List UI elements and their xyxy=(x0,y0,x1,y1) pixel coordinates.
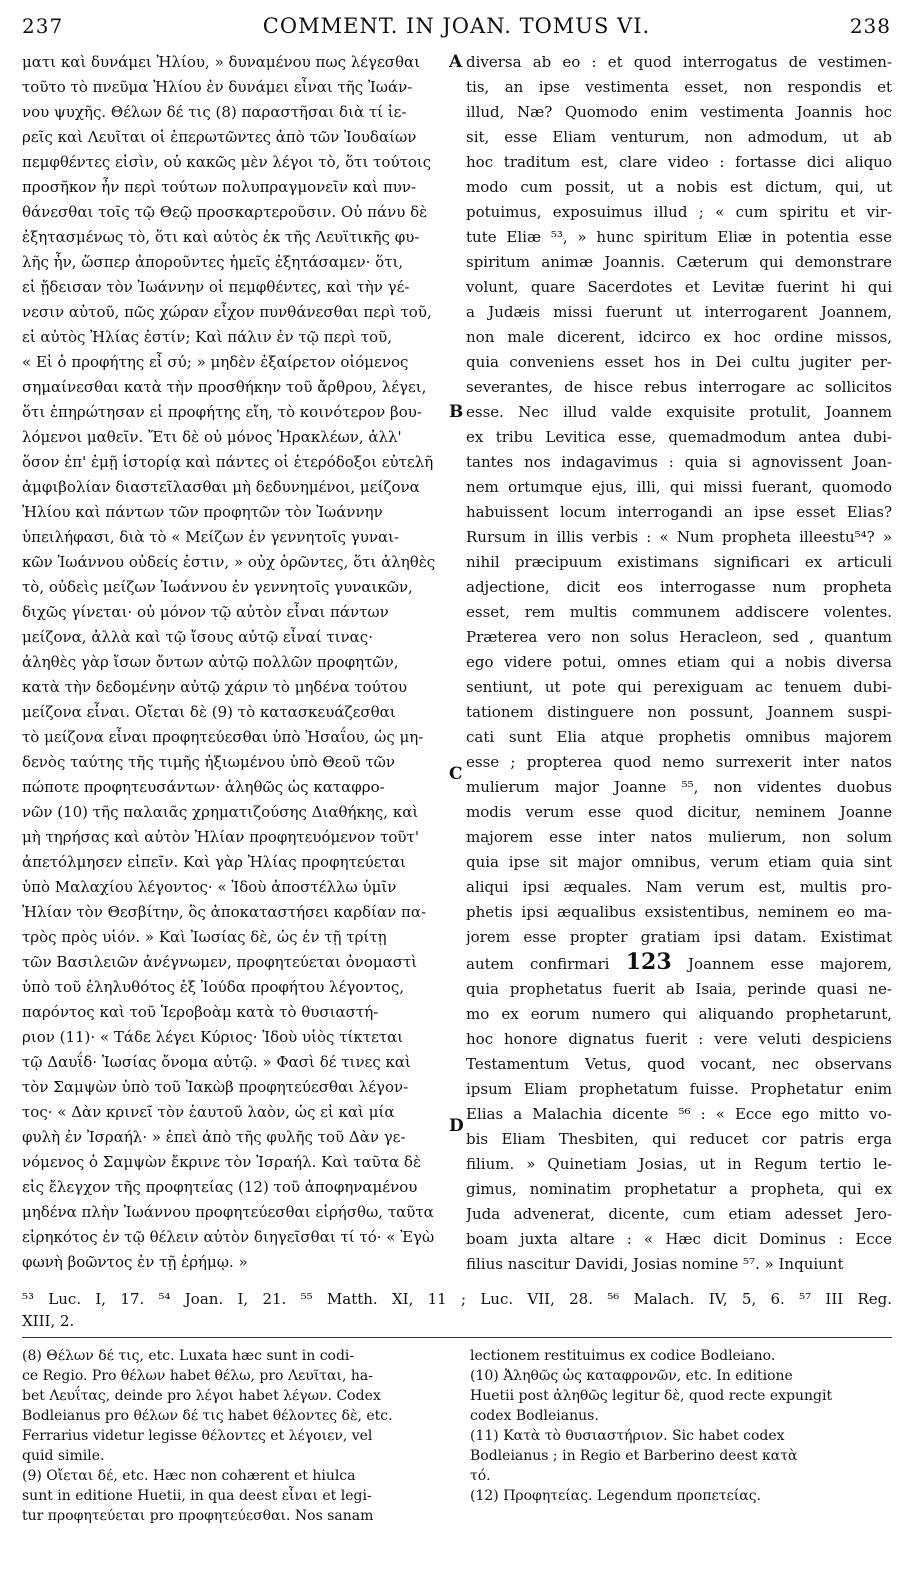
latin-text-line: quia prophetatus fuerit ab Isaia, perinde quasi ne- xyxy=(466,980,892,998)
latin-text-line: sit, esse Eliam venturum, non admodum, ut ab xyxy=(466,128,892,146)
greek-text-line: πεμφθέντες εἰσὶν, οὐ κακῶς μὲν λέγοι τὸ, ὅτι τούτοις xyxy=(22,153,432,171)
running-title: COMMENT. IN JOAN. TOMUS VI. xyxy=(262,14,651,38)
footnote-line: codex Bodleianus. xyxy=(470,1408,599,1424)
greek-text-line: σημαίνεσθαι κατὰ τὴν προσθήκην τοῦ ἄρθρου, λέγει, xyxy=(22,378,427,396)
latin-text-line: tute Eliæ ⁵³, » hunc spiritum Eliæ in potentia esse xyxy=(466,228,892,246)
latin-text-line: aliqui ipsi æquales. Nam verum est, multis pro- xyxy=(466,878,892,896)
latin-text-line: quia ipse sit major omnibus, verum etiam quia sint xyxy=(466,853,892,871)
latin-text-line: sentiunt, ut pote qui perexiguam ac tenuem dubi- xyxy=(466,678,892,696)
scripture-references-line: XIII, 2. xyxy=(22,1312,75,1330)
footnote-line: Huetii post ἀληθῶς legitur δὲ, quod recte expungit xyxy=(470,1388,833,1404)
notes-column-left xyxy=(22,1346,447,1526)
scripture-references-line: ⁵³ Luc. I, 17. ⁵⁴ Joan. I, 21. ⁵⁵ Matth. XI, 11 ; Luc. VII, 28. ⁵⁶ Malach. IV, 5, 6. ⁵⁷ III Reg. xyxy=(22,1290,892,1308)
latin-text-line: majorem esse inter natos mulierum, non solum xyxy=(466,828,892,846)
greek-text-line: παρόντος καὶ τοῦ Ἱεροβοὰμ κατὰ τὸ θυσιαστή- xyxy=(22,1003,379,1021)
latin-text-line: cati sunt Elia atque prophetis omnibus majorem xyxy=(466,728,892,746)
greek-text-line: ριον (11)· « Τάδε λέγει Κύριος· Ἰδοὺ υἱὸς τίκτεται xyxy=(22,1028,404,1046)
latin-text-line: filius nascitur Davidi, Josias nomine ⁵⁷. » Inquiunt xyxy=(466,1255,844,1273)
greek-text-line: φωνὴ βοῶντος ἐν τῇ ἐρήμῳ. » xyxy=(22,1253,248,1271)
latin-text-line: Elias a Malachia dicente ⁵⁶ : « Ecce ego mitto vo- xyxy=(466,1105,892,1123)
latin-text-line: nihil præcipuum existimans significari ex articuli xyxy=(466,553,892,571)
footnote-line: sunt in editione Huetii, in qua deest εἶναι et legi- xyxy=(22,1488,372,1504)
column-number-marker: 123 xyxy=(625,950,672,975)
greek-text-line: « Εἰ ὁ προφήτης εἶ σύ; » μηδὲν ἐξαίρετον οἰόμενος xyxy=(22,353,409,371)
latin-text-line: Præterea vero non solus Heracleon, sed , quantum xyxy=(466,628,892,646)
greek-text-line: μὴ τηρήσας καὶ αὐτὸν Ἠλίαν προφητευόμενον τοῦτ' xyxy=(22,828,419,846)
greek-text-line: τοῦτο τὸ πνεῦμα Ἠλίου ἐν δυνάμει εἶναι τῆς Ἰωάν- xyxy=(22,78,413,96)
latin-text-line: Testamentum Vetus, quod vocant, nec observans xyxy=(466,1055,892,1073)
greek-text-line: νῶν (10) τῆς παλαιᾶς χρηματιζούσης Διαθήκης, καὶ xyxy=(22,803,419,821)
latin-text-line: hoc honore dignatus fuerit : vere veluti despiciens xyxy=(466,1030,892,1048)
greek-text-line: διχῶς γίνεται· οὐ μόνον τῷ αὐτὸν εἶναι πάντων xyxy=(22,603,389,621)
latin-text-line: illud, Næ? Quomodo enim vestimenta Joannis hoc xyxy=(466,103,892,121)
greek-text-line: ὑπὸ τοῦ ἐληλυθότος ἐξ Ἰούδα προφήτου λέγοντος, xyxy=(22,978,404,996)
latin-text-line: jorem esse propter gratiam ipsi datam. Existimat xyxy=(466,928,892,946)
footnote-line: lectionem restituimus ex codice Bodleiano. xyxy=(470,1348,776,1364)
latin-text-column xyxy=(466,50,892,1277)
page-number-left: 237 xyxy=(22,14,64,38)
latin-text-fragment: autem confirmari xyxy=(466,955,610,973)
latin-text-line: bis Eliam Thesbiten, qui reducet cor patris erga xyxy=(466,1130,892,1148)
footnote-line: (10) Ἀληθῶς ὡς καταφρονῶν, etc. In editione xyxy=(470,1368,793,1384)
latin-text-line: severantes, de hisce rebus interrogare ac sollicitos xyxy=(466,378,892,396)
latin-text-line: tantes nos indagavimus : quia si agnovissent Joan- xyxy=(466,453,892,471)
latin-text-line: spiritum animæ Joannis. Cæterum qui demonstrare xyxy=(466,253,892,271)
greek-text-line: νόμενος ὁ Σαμψὼν ἔκρινε τὸν Ἰσραήλ. Καὶ ταῦτα δὲ xyxy=(22,1153,421,1171)
greek-text-line: ὑπὸ Μαλαχίου λέγοντος· « Ἰδοὺ ἀποστέλλω ὑμῖν xyxy=(22,878,397,896)
greek-text-line: κῶν Ἰωάννου οὐδείς ἐστιν, » οὐχ ὁρῶντες, ὅτι ἀληθὲς xyxy=(22,553,436,571)
greek-text-line: λόμενοι μαθεῖν. Ἔτι δὲ οὐ μόνος Ἡρακλέων, ἀλλ' xyxy=(22,428,402,446)
greek-text-line: τῶν Βασιλειῶν ἀνέγνωμεν, προφητεύεται ὀνομαστὶ xyxy=(22,953,418,971)
greek-text-line: ἀμφιβολίαν διαστεῖλασθαι μὴ δεδυνημένοι, μείζονα xyxy=(22,478,420,496)
latin-text-line: tis, an ipse vestimenta esset, non respondis et xyxy=(466,78,892,96)
latin-text-line: tationem distinguere non possunt, Joannem suspi- xyxy=(466,703,892,721)
latin-text-line: esse. Nec illud valde exquisite protulit, Joannem xyxy=(466,403,892,421)
greek-text-line: εἰς ἔλεγχον τῆς προφητείας (12) τοῦ ἀποφηναμένου xyxy=(22,1178,418,1196)
latin-text-line: ego videre potui, omnes etiam qui a nobis diversa xyxy=(466,653,892,671)
footnote-line: Bodleianus ; in Regio et Barberino deest κατὰ xyxy=(470,1448,798,1464)
latin-text-line: quia conveniens esset hos in Dei cultu jugiter per- xyxy=(466,353,892,371)
greek-text-line: κατὰ τὴν δεδομένην αὐτῷ χάριν τὸ μηδένα τούτου xyxy=(22,678,408,696)
latin-text-line: volunt, quare Sacerdotes et Levitæ fuerint hi qui xyxy=(466,278,892,296)
greek-text-line: τος· « Δὰν κρινεῖ τὸν ἑαυτοῦ λαὸν, ὡς εἰ καὶ μία xyxy=(22,1103,395,1121)
latin-text-line: filium. » Quinetiam Josias, ut in Regum tertio le- xyxy=(466,1155,892,1173)
latin-text-line: nem ortumque ejus, illi, qui missi fuerant, quomodo xyxy=(466,478,892,496)
margin-letter-b: B xyxy=(449,402,464,422)
greek-text-line: νεσιν αὐτοῦ, πῶς χώραν εἶχον πυνθάνεσθαι περὶ τοῦ, xyxy=(22,303,432,321)
notes-column-right xyxy=(470,1346,890,1506)
latin-text-line: ipsum Eliam prophetatum fuisse. Prophetatur enim xyxy=(466,1080,892,1098)
footnote-line: (11) Κατὰ τὸ θυσιαστήριον. Sic habet codex xyxy=(470,1428,785,1444)
latin-text-line: mulierum major Joanne ⁵⁵, non videntes duobus xyxy=(466,778,892,796)
greek-text-line: πώποτε προφητευσάντων· ἀληθῶς ὡς καταφρο- xyxy=(22,778,385,796)
greek-text-line: ἀληθὲς γὰρ ἴσων ὄντων αὐτῷ πολλῶν προφητῶν, xyxy=(22,653,399,671)
latin-text-line: modo cum possit, ut a nobis est dictum, qui, ut xyxy=(466,178,892,196)
latin-text-line: esse ; propterea quod nemo surrexerit inter natos xyxy=(466,753,892,771)
footnote-line: ce Regio. Pro θέλων habet θέλω, pro Λευῖται, ha- xyxy=(22,1368,373,1384)
latin-text-line: Juda advenerat, dicente, cum etiam adesset Jero- xyxy=(466,1205,892,1223)
footnote-line: τό. xyxy=(470,1468,491,1484)
footnote-divider xyxy=(22,1337,892,1338)
greek-text-line: μείζονα εἶναι. Οἴεται δὲ (9) τὸ κατασκευάζεσθαι xyxy=(22,703,396,721)
latin-text-line: hoc traditum est, clare video : fortasse dici aliquo xyxy=(466,153,892,171)
latin-text-line: modis verum esse quod dicitur, neminem Joanne xyxy=(466,803,892,821)
footnote-line: Bodleianus pro θέλων δέ τις habet θέλοντες δὲ, etc. xyxy=(22,1408,393,1424)
greek-text-line: μηδένα πλὴν Ἰωάννου προφητεύεσθαι εἰρήσθω, ταῦτα xyxy=(22,1203,434,1221)
latin-text-line: mo ex eorum numero qui aliquando prophetarunt, xyxy=(466,1005,892,1023)
latin-text-line: a Judæis missi fuerunt ut interrogarent Joannem, xyxy=(466,303,892,321)
greek-text-line: τρὸς πρὸς υἱόν. » Καὶ Ἰωσίας δὲ, ὡς ἐν τῇ τρίτῃ xyxy=(22,928,387,946)
greek-text-line: ἐξητασμένως τὸ, ὅτι καὶ αὐτὸς ἐκ τῆς Λευϊτικῆς φυ- xyxy=(22,228,420,246)
greek-text-column xyxy=(22,50,450,1275)
greek-text-line: προσῆκον ἦν περὶ τούτων πολυπραγμονεῖν καὶ πυν- xyxy=(22,178,417,196)
latin-text-fragment: Joannem esse majorem, xyxy=(687,955,892,973)
latin-text-line: habuissent locum interrogandi an ipse esset Elias? xyxy=(466,503,892,521)
greek-text-line: εἰ ᾔδεισαν τὸν Ἰωάννην οἱ πεμφθέντες, καὶ τὴν γέ- xyxy=(22,278,410,296)
latin-text-line: phetis ipsi æqualibus exsistentibus, neminem eo ma- xyxy=(466,903,892,921)
latin-text-line: Rursum in illis verbis : « Num propheta illeestu⁵⁴? » xyxy=(466,528,892,546)
greek-text-line: τὸ, οὐδεὶς μείζων Ἰωάννου ἐν γεννητοῖς γυναικῶν, xyxy=(22,578,413,596)
greek-text-line: τὸν Σαμψὼν ὑπὸ τοῦ Ἰακὼβ προφητεύεσθαι λέγον- xyxy=(22,1078,409,1096)
greek-text-line: λῆς ἦν, ὥσπερ ἀποροῦντες ἡμεῖς ἐξητάσαμεν· ὅτι, xyxy=(22,253,404,271)
greek-text-line: ὅσον ἐπ' ἐμῇ ἱστορίᾳ καὶ πάντες οἱ ἑτερόδοξοι εὐτελῆ xyxy=(22,453,434,471)
greek-text-line: μείζονα, ἀλλὰ καὶ τῷ ἴσους αὐτῷ εἶναί τινας· xyxy=(22,628,373,646)
footnote-line: bet Λευΐτας, deinde pro λέγοι habet λέγων. Codex xyxy=(22,1388,381,1404)
footnote-line: quid simile. xyxy=(22,1448,105,1464)
footnote-line: (8) Θέλων δέ τις, etc. Luxata hæc sunt in codi- xyxy=(22,1348,355,1364)
margin-letter-d: D xyxy=(449,1116,464,1136)
latin-text-line: boam juxta altare : « Hæc dicit Dominus : Ecce xyxy=(466,1230,892,1248)
footnote-line: Ferrarius videtur legisse θέλοντες et λέγοιεν, vel xyxy=(22,1428,373,1444)
greek-text-line: ὅτι ἐπηρώτησαν εἰ προφήτης εἴη, τὸ κοινότερον βου- xyxy=(22,403,422,421)
latin-text-line: diversa ab eo : et quod interrogatus de vestimen- xyxy=(466,53,892,71)
page-number-right: 238 xyxy=(849,14,891,38)
greek-text-line: εἰρηκότος ἐν τῷ θέλειν αὐτὸν διηγεῖσθαι τί τό· « Ἐγὼ xyxy=(22,1228,435,1246)
greek-text-line: ρεῖς καὶ Λευῖται οἱ ἐπερωτῶντες ἀπὸ τῶν Ἰουδαίων xyxy=(22,128,417,146)
footnote-line: tur προφητεύεται pro προφητεύεσθαι. Nos sanam xyxy=(22,1508,374,1524)
scripture-references xyxy=(22,1288,892,1332)
greek-text-line: Ἠλίου καὶ πάντων τῶν προφητῶν τὸν Ἰωάννην xyxy=(22,503,383,521)
footnote-line: (12) Προφητείας. Legendum προπετείας. xyxy=(470,1488,762,1504)
latin-text-line: adjectione, dicit eos interrogasse num propheta xyxy=(466,578,892,596)
margin-letter-c: C xyxy=(449,764,463,784)
greek-text-line: φυλὴ ἐν Ἰσραήλ· » ἐπεὶ ἀπὸ τῆς φυλῆς τοῦ Δὰν γε- xyxy=(22,1128,406,1146)
greek-text-line: ὑπειλήφασι, διὰ τὸ « Μείζων ἐν γεννητοῖς γυναι- xyxy=(22,528,400,546)
greek-text-line: δενὸς ταύτης τῆς τιμῆς ἠξιωμένου ὑπὸ Θεοῦ τῶν xyxy=(22,753,395,771)
greek-text-line: θάνεσθαι τοῖς τῷ Θεῷ προσκαρτεροῦσιν. Οὐ πάνυ δὲ xyxy=(22,203,428,221)
page-header xyxy=(0,0,913,46)
margin-letter-a: A xyxy=(449,52,463,72)
latin-text-line: esset, rem multis communem addiscere volentes. xyxy=(466,603,892,621)
latin-text-line: ex tribu Levitica esse, quemadmodum antea dubi- xyxy=(466,428,892,446)
greek-text-line: εἰ αὐτὸς Ἠλίας ἐστίν; Καὶ πάλιν ἐν τῷ περὶ τοῦ, xyxy=(22,328,393,346)
latin-text-line xyxy=(466,950,892,977)
greek-text-line: ματι καὶ δυνάμει Ἠλίου, » δυναμένου πως λέγεσθαι xyxy=(22,53,421,71)
greek-text-line: ἀπετόλμησεν εἰπεῖν. Καὶ γὰρ Ἠλίας προφητεύεται xyxy=(22,853,406,871)
footnote-line: (9) Οἴεται δέ, etc. Hæc non cohærent et hiulca xyxy=(22,1468,356,1484)
latin-text-line: gimus, nominatim prophetatur a propheta, qui ex xyxy=(466,1180,892,1198)
greek-text-line: Ἠλίαν τὸν Θεσβίτην, ὃς ἀποκαταστήσει καρδίαν πα- xyxy=(22,903,427,921)
greek-text-line: τῷ Δαυΐδ· Ἰωσίας ὄνομα αὐτῷ. » Φασὶ δέ τινες καὶ xyxy=(22,1053,411,1071)
greek-text-line: νου ψυχῆς. Θέλων δέ τις (8) παραστῆσαι διὰ τί ἱε- xyxy=(22,103,407,121)
latin-text-line: potuimus, exposuimus illud ; « cum spiritu et vir- xyxy=(466,203,892,221)
latin-text-line: non male dicerent, idcirco ex hoc ordine missos, xyxy=(466,328,892,346)
greek-text-line: τὸ μείζονα εἶναι προφητεύεσθαι ὑπὸ Ἠσαΐου, ὡς μη- xyxy=(22,728,424,746)
